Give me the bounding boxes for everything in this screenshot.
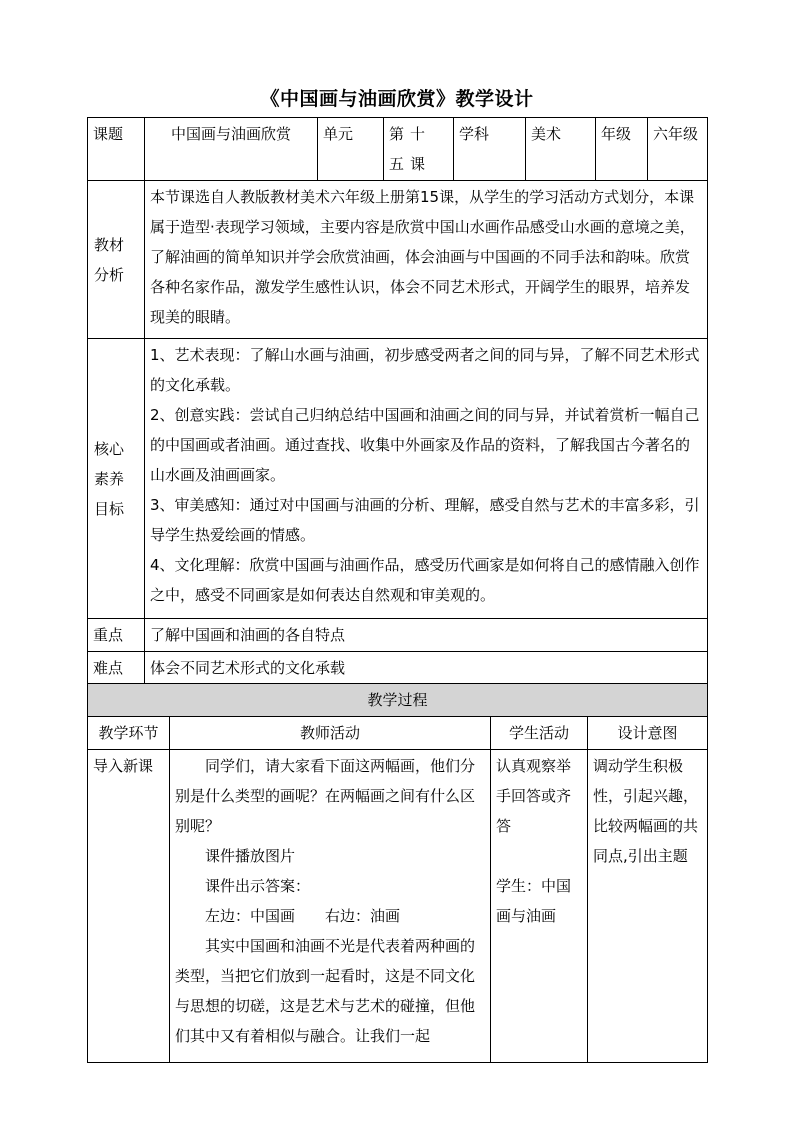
unit-label: 单元 bbox=[318, 118, 384, 181]
analysis-label bbox=[88, 181, 145, 339]
teacher-line: 其实中国画和油画不光是代表着两种画的类型，当把它们放到一起看时，这是不同文化与思想的切磋，这是艺术与艺术的碰撞，但他们其中又有着相似与融合。让我们一起 bbox=[175, 937, 476, 1045]
student-activity-cell bbox=[491, 750, 588, 1063]
lesson-info-table bbox=[87, 117, 708, 685]
subject-value: 美术 bbox=[526, 118, 596, 181]
key-point-label: 重点 bbox=[88, 619, 145, 652]
spacer bbox=[496, 841, 582, 871]
col-head-stage: 教学环节 bbox=[88, 717, 170, 750]
col-head-student: 学生活动 bbox=[491, 717, 588, 750]
teacher-line: 同学们，请大家看下面这两幅画，他们分别是什么类型的画呢？在两幅画之间有什么区别呢？ bbox=[175, 757, 476, 835]
grade-label: 年级 bbox=[596, 118, 648, 181]
goal-item: 3、审美感知：通过对中国画与油画的分析、理解，感受自然与艺术的丰富多彩，引导学生热爱绘画的情感。 bbox=[150, 496, 700, 544]
subject-label: 学科 bbox=[454, 118, 526, 181]
topic-label: 课题 bbox=[88, 118, 145, 181]
stage-cell: 导入新课 bbox=[88, 750, 170, 1063]
goal-item: 4、文化理解：欣赏中国画与油画作品，感受历代画家是如何将自己的感情融入创作之中，感受不同画家是如何表达自然观和审美观的。 bbox=[150, 556, 700, 604]
goals-content bbox=[145, 339, 708, 619]
analysis-label-text: 教材分析 bbox=[94, 235, 125, 284]
goals-label bbox=[88, 339, 145, 619]
col-head-teacher: 教师活动 bbox=[170, 717, 491, 750]
student-line: 认真观察举手回答或齐答 bbox=[496, 757, 572, 835]
goals-label-text: 核心素养目标 bbox=[94, 439, 125, 518]
process-header: 教学过程 bbox=[88, 684, 708, 717]
col-head-intent: 设计意图 bbox=[588, 717, 708, 750]
page-title: 《中国画与油画欣赏》教学设计 bbox=[260, 88, 534, 110]
goal-item: 1、艺术表现：了解山水画与油画，初步感受两者之间的同与异，了解不同艺术形式的文化承载。 bbox=[150, 346, 700, 394]
analysis-text: 本节课选自人教版教材美术六年级上册第15课，从学生的学习活动方式划分，本课属于造型·表现学习领域，主要内容是欣赏中国山水画作品感受山水画的意境之美，了解油画的简单知识并学会欣赏油画，体会油画与中国画的不同手法和韵味。欣赏各种名家作品，激发学生感性认识，体会不同艺术形式，开阔学生的眼界，培养发现美的眼睛。 bbox=[145, 181, 708, 339]
teacher-line: 课件出示答案： bbox=[205, 877, 311, 895]
teaching-process-table bbox=[87, 683, 708, 1063]
unit-value: 第十五课 bbox=[384, 118, 454, 181]
grade-value: 六年级 bbox=[648, 118, 708, 181]
design-intent-cell: 调动学生积极性，引起兴趣，比较两幅画的共同点,引出主题 bbox=[588, 750, 708, 1063]
difficulty-label: 难点 bbox=[88, 652, 145, 685]
teacher-line: 左边：中国画 右边：油画 bbox=[205, 907, 401, 925]
goal-item: 2、创意实践：尝试自己归纳总结中国画和油画之间的同与异，并试着赏析一幅自己的中国画或者油画。通过查找、收集中外画家及作品的资料，了解我国古今著名的山水画及油画画家。 bbox=[150, 406, 700, 484]
topic-value: 中国画与油画欣赏 bbox=[145, 118, 318, 181]
key-point-text: 了解中国画和油画的各自特点 bbox=[145, 619, 708, 652]
teacher-line: 课件播放图片 bbox=[205, 847, 296, 865]
teacher-activity-cell bbox=[170, 750, 491, 1063]
difficulty-text: 体会不同艺术形式的文化承载 bbox=[145, 652, 708, 685]
student-line: 学生：中国画与油画 bbox=[496, 877, 572, 925]
